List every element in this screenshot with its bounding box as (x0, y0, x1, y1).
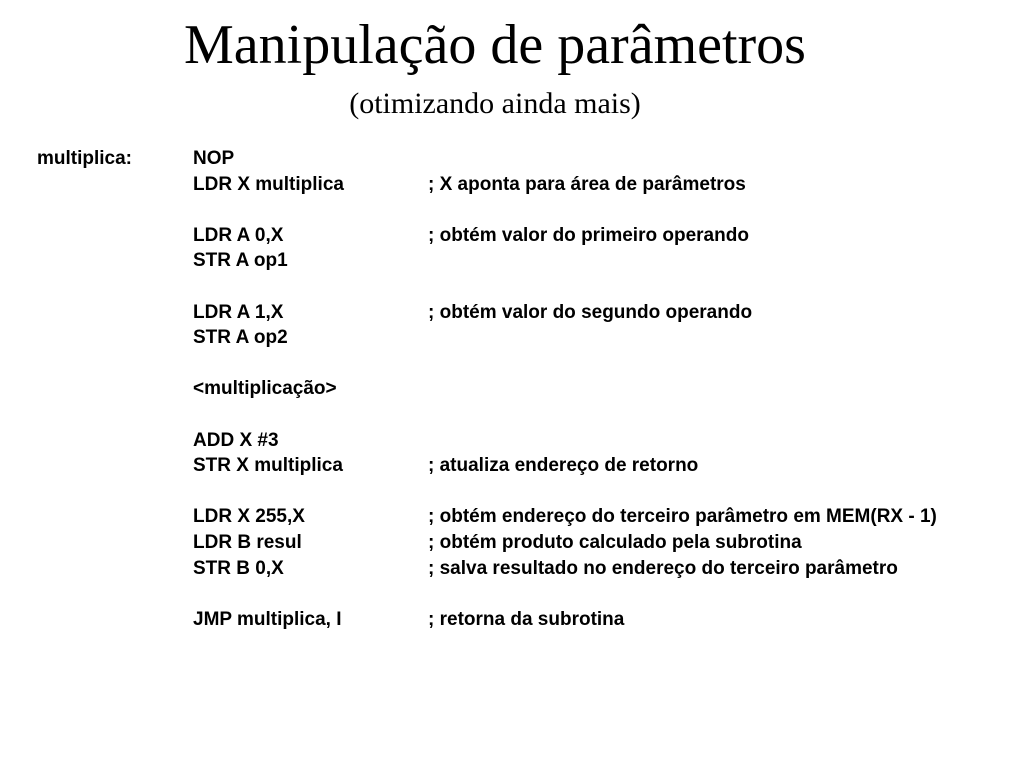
instruction: LDR B resul (193, 531, 302, 553)
comment: ; obtém valor do segundo operando (428, 301, 753, 323)
blank-line (0, 197, 1024, 223)
blank-line (0, 479, 1024, 505)
instruction: LDR A 1,X (193, 301, 284, 323)
code-line (0, 146, 1024, 172)
blank-line (0, 274, 1024, 300)
instruction: STR X multiplica (193, 455, 343, 477)
instruction: STR B 0,X (193, 557, 284, 579)
instruction: NOP (193, 148, 235, 169)
comment: ; obtém produto calculado pela subrotina (428, 531, 802, 553)
slide-subtitle: (otimizando ainda mais) (349, 87, 641, 120)
code-line (0, 376, 1024, 402)
comment: ; X aponta para área de parâmetros (428, 173, 746, 195)
blank-line (0, 402, 1024, 428)
instruction: <multiplicação> (193, 378, 337, 400)
comment: ; obtém valor do primeiro operando (428, 224, 749, 246)
instruction: LDR X multiplica (193, 173, 344, 195)
code-line (0, 248, 1024, 274)
code-line (0, 300, 1024, 326)
code-line (0, 504, 1024, 530)
code-line (0, 453, 1024, 479)
comment: ; atualiza endereço de retorno (428, 455, 699, 477)
instruction: ADD X #3 (193, 429, 279, 451)
comment: ; salva resultado no endereço do terceiro parâmetro (428, 557, 898, 579)
code-line (0, 556, 1024, 582)
code-line (0, 607, 1024, 633)
code-line (0, 530, 1024, 556)
comment: ; retorna da subrotina (428, 608, 625, 630)
code-line (0, 325, 1024, 351)
instruction: STR A op2 (193, 327, 288, 349)
blank-line (0, 581, 1024, 607)
code-line (0, 428, 1024, 454)
instruction: STR A op1 (193, 250, 288, 272)
slide-title: Manipulação de parâmetros (184, 14, 806, 76)
blank-line (0, 351, 1024, 377)
code-listing (0, 146, 1024, 632)
routine-label: multiplica: (37, 148, 133, 169)
code-line (0, 172, 1024, 198)
code-line (0, 223, 1024, 249)
instruction: LDR X 255,X (193, 506, 305, 528)
comment: ; obtém endereço do terceiro parâmetro em MEM(RX - 1) (428, 506, 937, 528)
instruction: LDR A 0,X (193, 224, 284, 246)
instruction: JMP multiplica, I (193, 608, 342, 630)
